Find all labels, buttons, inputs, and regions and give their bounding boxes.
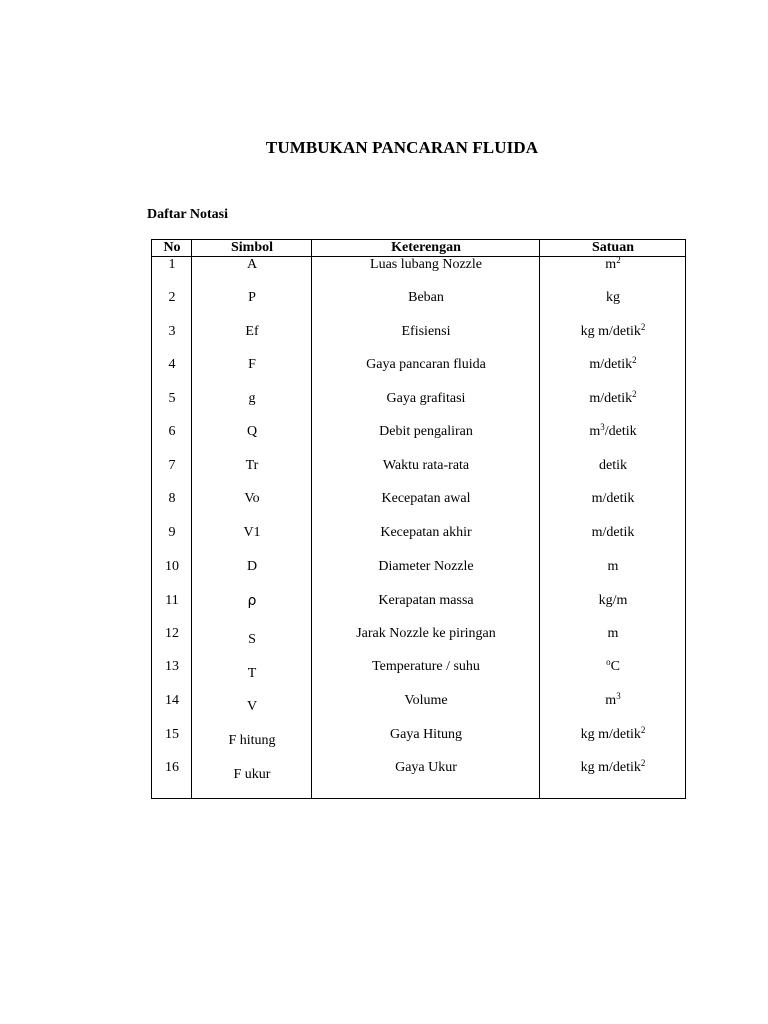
row-satuan [540,760,686,776]
row-simbol: F [248,357,256,372]
row-no: 9 [168,525,176,540]
row-simbol: Tr [245,458,259,473]
row-keterangan: Kerapatan massa [378,593,474,608]
satuan-exponent: 2 [640,322,646,332]
row-satuan [540,324,686,340]
satuan-suffix: C [610,659,620,674]
row-keterangan: Diameter Nozzle [378,559,474,574]
row-no: 7 [168,458,176,473]
satuan-base: m/detik [589,357,633,372]
row-no: 4 [168,357,176,372]
row-simbol: F ukur [233,767,271,782]
satuan-exponent: 2 [616,255,621,265]
satuan-exponent: 3 [616,691,621,701]
row-simbol: P [248,290,256,305]
row-satuan [540,290,686,306]
row-keterangan: Kecepatan awal [381,491,471,506]
satuan-base: m [605,257,617,272]
row-simbol: T [247,666,257,681]
row-no: 10 [165,559,179,574]
notation-table [151,239,686,799]
satuan-exponent: 2 [632,355,637,365]
satuan-base: m [607,559,619,574]
row-keterangan: Jarak Nozzle ke piringan [356,626,496,641]
row-satuan [540,727,686,743]
satuan-base: m [607,626,619,641]
row-simbol: F hitung [228,733,276,748]
row-satuan [540,257,686,273]
row-simbol: D [246,559,258,574]
row-keterangan: Kecepatan akhir [380,525,472,540]
satuan-base: kg m/detik [580,727,641,742]
row-satuan [540,593,686,609]
row-no: 3 [168,324,176,339]
row-keterangan: Gaya Ukur [395,760,457,775]
row-keterangan: Temperature / suhu [372,659,480,674]
header-satuan: Satuan [591,240,635,255]
satuan-exponent: 2 [640,725,646,735]
document-title: TUMBUKAN PANCARAN FLUIDA [265,138,539,157]
satuan-base: kg m/detik [580,324,641,339]
row-satuan [540,458,686,474]
satuan-exponent: o [606,657,611,667]
row-satuan [540,491,686,507]
row-no: 11 [165,593,179,608]
row-no: 8 [168,491,176,506]
row-simbol: Q [246,424,258,439]
satuan-base: m [605,693,617,708]
row-no: 15 [165,727,179,742]
row-no: 13 [165,659,179,674]
row-satuan [540,559,686,575]
satuan-base: m [589,424,601,439]
row-simbol: S [248,632,256,647]
satuan-exponent: 3 [600,422,605,432]
row-satuan [540,357,686,373]
row-satuan [540,659,686,675]
row-satuan [540,424,686,440]
row-keterangan: Gaya Hitung [390,727,462,742]
row-simbol: Ef [245,324,259,339]
row-keterangan: Volume [404,693,448,708]
row-keterangan: Waktu rata-rata [382,458,470,473]
row-simbol: g [248,391,256,406]
row-no: 5 [168,391,176,406]
satuan-exponent: 2 [632,389,637,399]
header-no: No [163,240,181,255]
row-simbol: V [246,699,258,714]
row-simbol: A [246,257,258,272]
row-keterangan: Gaya grafitasi [386,391,466,406]
row-satuan [540,626,686,642]
satuan-exponent: 2 [640,758,646,768]
row-keterangan: Beban [408,290,444,305]
satuan-base: detik [599,458,627,473]
satuan-base: kg [606,290,620,305]
row-keterangan: Efisiensi [401,324,451,339]
row-simbol: V1 [243,525,261,540]
satuan-base: m/detik [591,525,635,540]
satuan-base: kg/m [598,593,628,608]
row-satuan [540,525,686,541]
row-keterangan: Gaya pancaran fluida [366,357,486,372]
row-keterangan: Luas lubang Nozzle [370,257,482,272]
row-no: 6 [168,424,176,439]
row-no: 1 [168,257,176,272]
row-satuan [540,693,686,709]
row-keterangan: Debit pengaliran [379,424,473,439]
row-simbol: ρ [247,593,257,609]
row-simbol: Vo [244,491,260,506]
header-keterangan: Keterengan [391,240,461,255]
satuan-base: m/detik [591,491,635,506]
row-no: 14 [165,693,179,708]
row-no: 16 [165,760,179,775]
satuan-base: m/detik [589,391,633,406]
row-no: 12 [165,626,179,641]
row-no: 2 [168,290,176,305]
header-simbol: Simbol [230,240,273,255]
section-subtitle: Daftar Notasi [147,207,229,222]
satuan-base: kg m/detik [580,760,641,775]
row-satuan [540,391,686,407]
satuan-suffix: /detik [604,424,637,439]
